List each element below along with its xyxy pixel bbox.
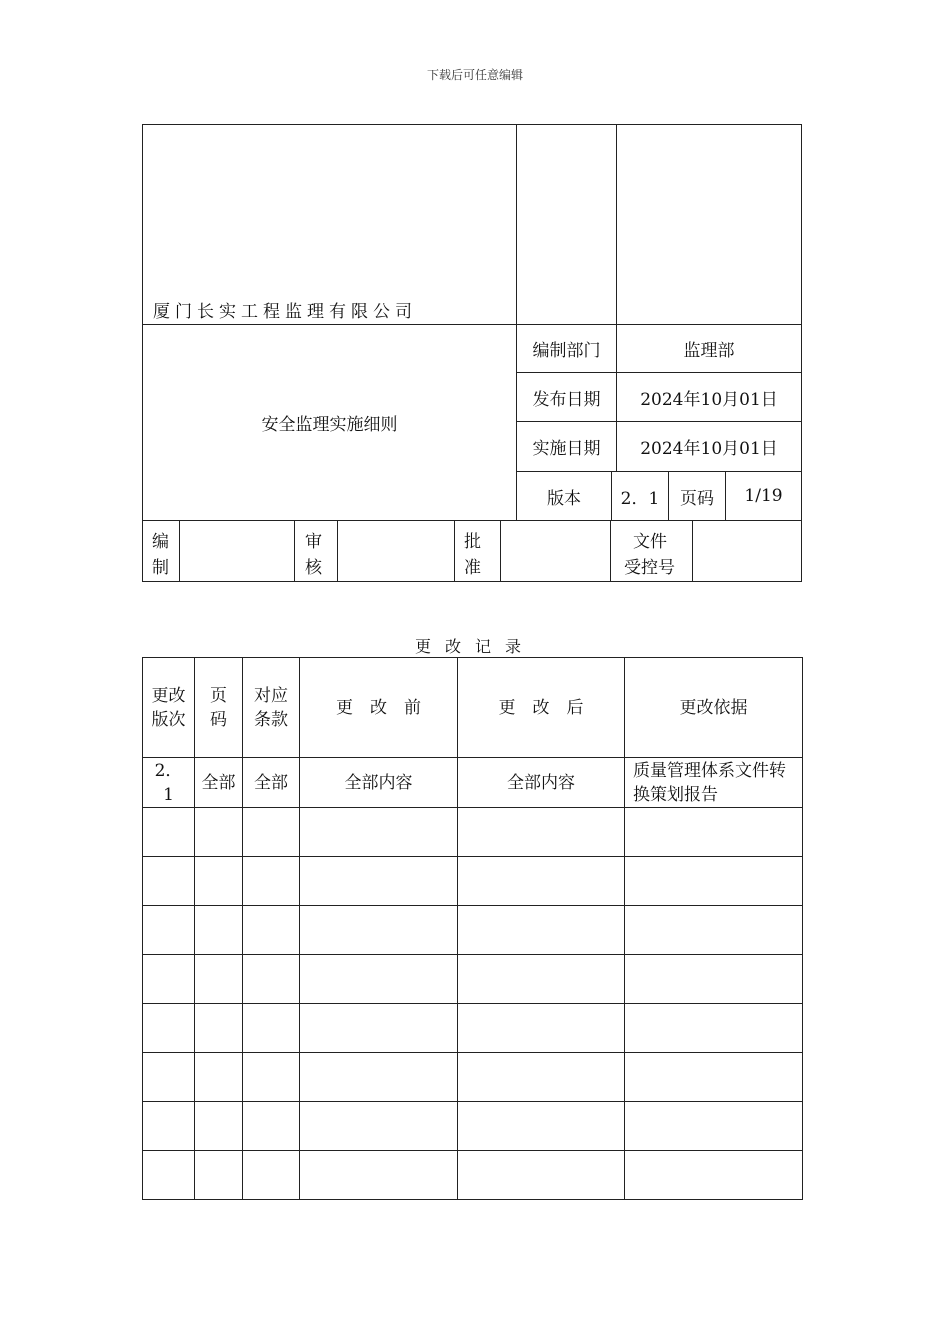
review-label-1: 审 — [305, 532, 322, 552]
column-header-before: 更 改 前 — [300, 658, 458, 758]
table-header-row — [143, 658, 803, 758]
empty-cell — [195, 808, 243, 857]
column-header-basis: 更改依据 — [625, 658, 803, 758]
empty-cell — [243, 808, 300, 857]
empty-cell — [458, 857, 625, 906]
version-value: 2．1 — [620, 488, 660, 509]
empty-cell — [143, 1102, 195, 1151]
empty-cell — [625, 808, 803, 857]
change-record-title: 更改记录 — [414, 637, 535, 656]
empty-cell — [625, 955, 803, 1004]
publish-label: 发布日期 — [532, 389, 601, 410]
page-value: 1/19 — [744, 486, 783, 506]
cell-page: 全部 — [195, 758, 243, 808]
column-header-after: 更 改 后 — [458, 658, 625, 758]
effective-label: 实施日期 — [532, 439, 601, 459]
change-record-table — [142, 657, 803, 1200]
empty-cell — [458, 808, 625, 857]
table-row — [143, 758, 803, 808]
empty-cell — [243, 906, 300, 955]
company-name: 厦门长实工程监理有限公司 — [153, 302, 417, 322]
dept-value-cell — [616, 324, 802, 373]
empty-cell — [195, 1053, 243, 1102]
logo-cell — [516, 124, 617, 325]
empty-cell — [143, 955, 195, 1004]
empty-cell — [195, 857, 243, 906]
compile-label-2: 制 — [152, 558, 169, 578]
empty-cell — [300, 955, 458, 1004]
empty-cell — [143, 857, 195, 906]
blank-cell — [616, 124, 802, 325]
page-label-cell — [668, 471, 726, 521]
empty-cell — [143, 808, 195, 857]
control-label-2: 受控号 — [624, 558, 675, 578]
table-row — [143, 857, 803, 906]
column-header-clause: 对应条款 — [243, 658, 300, 758]
empty-cell — [195, 1004, 243, 1053]
empty-cell — [458, 1053, 625, 1102]
empty-cell — [458, 906, 625, 955]
empty-cell — [143, 1004, 195, 1053]
empty-cell — [143, 906, 195, 955]
empty-cell — [625, 857, 803, 906]
control-label-cell — [610, 520, 693, 582]
empty-cell — [143, 1151, 195, 1200]
cell-clause: 全部 — [243, 758, 300, 808]
approve-label-1: 批 — [464, 532, 481, 552]
empty-cell — [458, 1004, 625, 1053]
table-row — [143, 906, 803, 955]
review-sign-cell — [337, 520, 455, 582]
empty-cell — [625, 1053, 803, 1102]
empty-cell — [625, 1004, 803, 1053]
table-row — [143, 955, 803, 1004]
empty-cell — [300, 1151, 458, 1200]
empty-cell — [243, 1102, 300, 1151]
cell-before: 全部内容 — [300, 758, 458, 808]
empty-cell — [300, 1102, 458, 1151]
table-row — [143, 1053, 803, 1102]
page-label: 页码 — [680, 488, 714, 509]
empty-cell — [243, 1004, 300, 1053]
compile-label-1: 编 — [152, 532, 169, 552]
effective-date: 2024年10月01日 — [640, 439, 778, 459]
empty-cell — [458, 1151, 625, 1200]
empty-cell — [243, 1151, 300, 1200]
approve-label-cell — [454, 520, 501, 582]
dept-label: 编制部门 — [532, 341, 601, 361]
table-row — [143, 1151, 803, 1200]
dept-label-cell — [516, 324, 617, 373]
cell-basis: 质量管理体系文件转换策划报告 — [625, 758, 803, 808]
table-row — [143, 1004, 803, 1053]
version-label-cell — [516, 471, 612, 521]
empty-cell — [300, 1004, 458, 1053]
control-label-1: 文件 — [633, 532, 667, 552]
table-row — [143, 808, 803, 857]
publish-value-cell — [616, 372, 802, 422]
version-label: 版本 — [547, 488, 581, 509]
effective-value-cell — [616, 421, 802, 472]
empty-cell — [195, 955, 243, 1004]
empty-cell — [195, 1151, 243, 1200]
publish-date: 2024年10月01日 — [640, 389, 778, 410]
doc-title-cell — [142, 324, 517, 521]
empty-cell — [625, 1102, 803, 1151]
effective-label-cell — [516, 421, 617, 472]
compile-label-cell — [142, 520, 180, 582]
empty-cell — [458, 955, 625, 1004]
empty-cell — [300, 906, 458, 955]
empty-cell — [458, 1102, 625, 1151]
empty-cell — [243, 857, 300, 906]
empty-cell — [625, 1151, 803, 1200]
approve-sign-cell — [500, 520, 611, 582]
review-label-2: 核 — [305, 558, 322, 578]
empty-cell — [143, 1053, 195, 1102]
cell-revision: 2．1 — [143, 758, 195, 808]
empty-cell — [300, 857, 458, 906]
page-value-cell — [725, 471, 802, 521]
compile-sign-cell — [179, 520, 295, 582]
publish-label-cell — [516, 372, 617, 422]
dept-value: 监理部 — [683, 341, 735, 361]
empty-cell — [300, 1053, 458, 1102]
version-value-cell — [611, 471, 669, 521]
approve-label-2: 准 — [464, 558, 481, 578]
empty-cell — [195, 906, 243, 955]
empty-cell — [243, 955, 300, 1004]
column-header-page: 页码 — [195, 658, 243, 758]
company-cell — [142, 124, 517, 325]
empty-cell — [625, 906, 803, 955]
watermark-text: 下载后可任意编辑 — [426, 68, 523, 82]
column-header-revision: 更改版次 — [143, 658, 195, 758]
table-row — [143, 1102, 803, 1151]
review-label-cell — [294, 520, 338, 582]
control-number-cell — [692, 520, 802, 582]
doc-title: 安全监理实施细则 — [261, 415, 398, 435]
empty-cell — [300, 808, 458, 857]
cell-after: 全部内容 — [458, 758, 625, 808]
empty-cell — [243, 1053, 300, 1102]
document-header — [142, 124, 802, 582]
empty-cell — [195, 1102, 243, 1151]
